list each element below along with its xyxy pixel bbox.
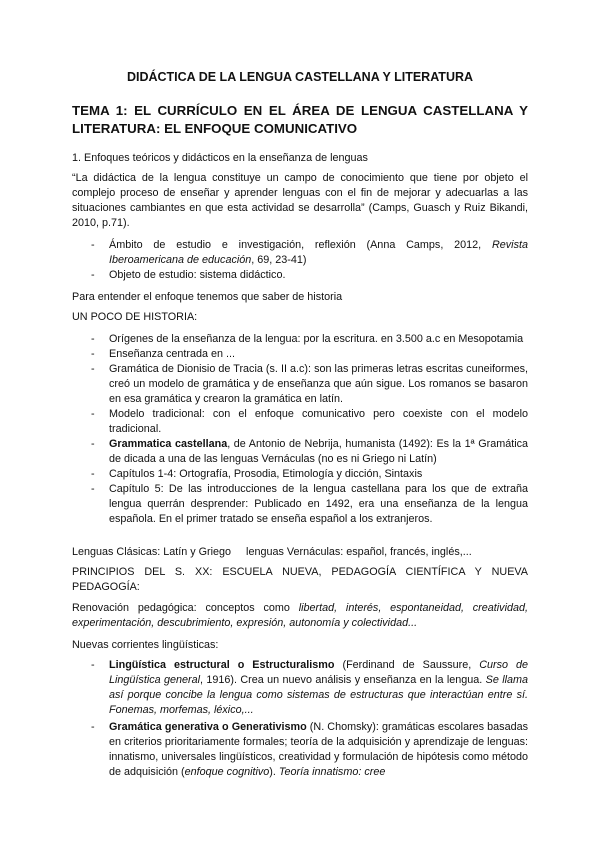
topic-heading xyxy=(72,102,528,138)
scope-list xyxy=(72,238,528,283)
document-title: DIDÁCTICA DE LA LENGUA CASTELLANA Y LITERATURA xyxy=(126,70,474,84)
list-item: - Objeto de estudio: sistema didáctico. xyxy=(72,268,528,283)
section-heading: 1. Enfoques teóricos y didácticos en la enseñanza de lenguas xyxy=(72,152,368,164)
new-currents-heading: Nuevas corrientes lingüísticas: xyxy=(72,639,219,651)
topic-heading-line1: TEMA 1: EL CURRÍCULO EN EL ÁREA DE LENGUA CASTELLANA Y xyxy=(72,103,528,118)
history-heading: UN POCO DE HISTORIA: xyxy=(72,311,198,323)
list-item: - Lingüística estructural o Estructuralismo (Ferdinand de Saussure, Curso de Lingüística general, 1916). Crea un nuevo análisis y enseñanza en la lengua. Se llama así porque concibe la lengua como sistemas de estructuras que interactúan entre sí. Fonemas, morfemas, léxico,... xyxy=(72,658,528,718)
list-item: - Grammatica castellana, de Antonio de Nebrija, humanista (1492): Es la 1ª Gramática de dicada a una de las lenguas Vernáculas (no es ni Griego ni Latín) xyxy=(72,437,528,467)
history-list xyxy=(72,332,528,527)
list-item: - Capítulo 5: De las introducciones de la lengua castellana para los que de extraña lengua querrán desprender: Publicado en 1492, era una enseñanza de la lengua española. En el primer tratado se enseña español a los extranjeros. xyxy=(72,482,528,527)
list-item: - Gramática de Dionisio de Tracia (s. II a.c): son las primeras letras escritas cuneiformes, creó un modelo de gramática y de enseñanza que aún sigue. Los romanos se basaron en esa gramática y crearon la gramática en latín. xyxy=(72,362,528,407)
principles-heading: PRINCIPIOS DEL S. XX: ESCUELA NUEVA, PEDAGOGÍA CIENTÍFICA Y NUEVA PEDAGOGÍA: xyxy=(72,566,528,593)
renovation-paragraph: Renovación pedagógica: conceptos como libertad, interés, espontaneidad, creatividad, experimentación, descubrimiento, expresión, autonomía y colectividad... xyxy=(72,602,528,629)
history-intro: Para entender el enfoque tenemos que saber de historia xyxy=(72,291,343,303)
list-item: - Orígenes de la enseñanza de la lengua: por la escritura. en 3.500 a.c en Mesopotamia xyxy=(72,332,528,347)
list-item: - Gramática generativa o Generativismo (N. Chomsky): gramáticas escolares basadas en criterios prioritariamente formales; teoría de la adquisición y aprendizaje de lenguas: innatismo, universales lingüísticos, creatividad y formulación de hipótesis como método de adquisición (enfoque cognitivo). Teoría innatismo: cree xyxy=(72,720,528,780)
list-item: - Capítulos 1-4: Ortografía, Prosodia, Etimología y dicción, Sintaxis xyxy=(72,467,528,482)
languages-line: Lenguas Clásicas: Latín y Griego lenguas Vernáculas: español, francés, inglés,... xyxy=(72,546,472,558)
list-item: - Ámbito de estudio e investigación, reflexión (Anna Camps, 2012, Revista Iberoamericana de educación, 69, 23-41) xyxy=(72,238,528,268)
quote-paragraph: “La didáctica de la lengua constituye un campo de conocimiento que tiene por objeto el complejo proceso de enseñar y aprender lenguas con el fin de mejorar y adecuarlas a las situaciones cambiantes en que esta actividad se desarrolla” (Camps, Guasch y Ruiz Bikandi, 2010, p.71). xyxy=(72,172,528,229)
list-item: - Modelo tradicional: con el enfoque comunicativo pero coexiste con el modelo tradicional. xyxy=(72,407,528,437)
currents-list xyxy=(72,658,528,780)
list-item: - Enseñanza centrada en ... xyxy=(72,347,528,362)
topic-heading-line2: LITERATURA: EL ENFOQUE COMUNICATIVO xyxy=(72,121,358,136)
